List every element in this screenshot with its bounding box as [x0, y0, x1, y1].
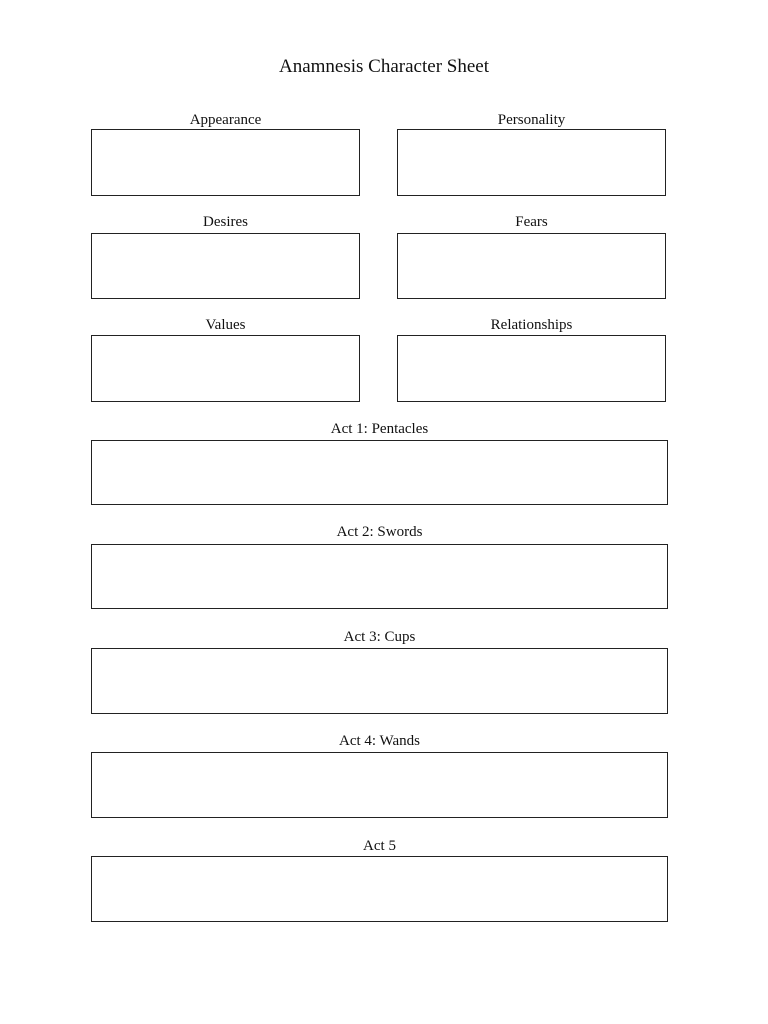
act1-field[interactable]: [91, 440, 668, 505]
act2-label: Act 2: Swords: [336, 524, 423, 540]
personality-label: Personality: [497, 112, 566, 128]
personality-field[interactable]: [397, 129, 666, 196]
act5-field[interactable]: [91, 856, 668, 922]
act4-label: Act 4: Wands: [338, 733, 420, 749]
appearance-label: Appearance: [189, 112, 262, 128]
act2-field[interactable]: [91, 544, 668, 609]
act4-field[interactable]: [91, 752, 668, 818]
act1-label: Act 1: Pentacles: [330, 421, 429, 437]
act3-label: Act 3: Cups: [343, 629, 416, 645]
fears-label: Fears: [515, 214, 548, 230]
values-field[interactable]: [91, 335, 360, 402]
relationships-label: Relationships: [490, 317, 573, 333]
page-title: Anamnesis Character Sheet: [279, 56, 489, 77]
relationships-field[interactable]: [397, 335, 666, 402]
values-label: Values: [205, 317, 246, 333]
act3-field[interactable]: [91, 648, 668, 714]
fears-field[interactable]: [397, 233, 666, 299]
desires-field[interactable]: [91, 233, 360, 299]
act5-label: Act 5: [363, 838, 396, 854]
desires-label: Desires: [203, 214, 248, 230]
appearance-field[interactable]: [91, 129, 360, 196]
